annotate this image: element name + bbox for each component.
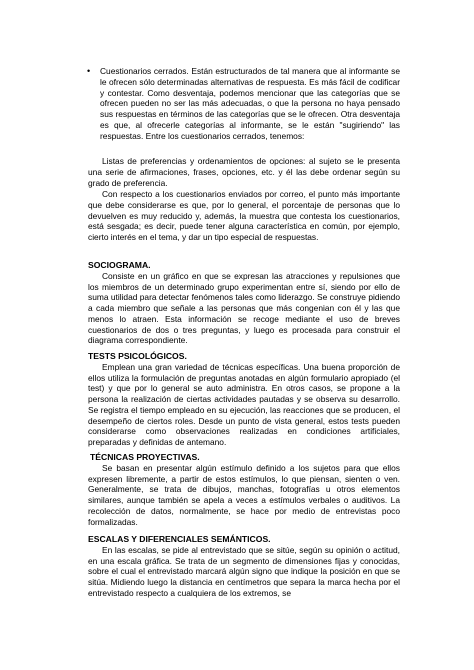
sociogram-section <box>88 260 400 346</box>
projective-section <box>88 452 400 527</box>
bullet-icon: • <box>87 66 91 76</box>
section-body: Se basan en presentar algún estímulo definido a los sujetos para que ellos expresen libremente, a partir de estos estímulos, lo que piensan, sienten o ven. Generalmente, se trata de dibujos, manchas, fotografías u otros elementos similares, aunque también se apela a veces a estímulos verbales o auditivos. La recolección de datos, normalmente, se hace por medio de entrevistas poco formalizadas. <box>88 462 400 527</box>
section-body: En las escalas, se pide al entrevistado que se sitúe, según su opinión o actitud, en una escala gráfica. Se trata de un segmento de dimensiones fijas y conocidas, sobre el cual el entrevistado marcará algún signo que indique la posición en que se sitúa. Midiendo luego la distancia en centímetros que separa la marca hecha por el entrevistado respecto a cualquiera de los extremos, se <box>88 544 400 598</box>
mail-block <box>88 189 400 243</box>
scales-section <box>88 534 400 599</box>
section-title: TESTS PSICOLÓGICOS. <box>88 351 187 361</box>
preferences-paragraph: Listas de preferencias y ordenamientos de opciones: al sujeto se le presenta una serie de afirmaciones, frases, opciones, etc. y él las debe ordenar según su grado de preferencia. <box>88 156 400 188</box>
bullet-item-closed-questionnaires <box>87 66 400 141</box>
section-title: SOCIOGRAMA. <box>88 260 151 270</box>
bullet-text: Cuestionarios cerrados. Están estructurados de tal manera que al informante se le ofrecen sólo determinadas alternativas de respuesta. Es más fácil de codificar y contestar. Como desventaja, podemos mencionar que las categorías que se ofrecen pueden no ser las más adecuadas, o que la persona no haya pensado sus respuestas en términos de las categorías que se le ofrecen. Otra desventaja es que, al ofrecerle categorías al informante, se le están "sugiriendo" las respuestas. Entre los cuestionarios cerrados, tenemos: <box>100 66 400 141</box>
section-title: ESCALAS Y DIFERENCIALES SEMÁNTICOS. <box>88 534 271 544</box>
section-body: Consiste en un gráfico en que se expresan las atracciones y repulsiones que los miembros de un determinado grupo experimentan entre sí, siendo por ello de suma utilidad para detectar fenómenos tales como liderazgo. Se construye pidiendo a cada miembro que señale a las personas que más congenian con él y las que menos lo atraen. Esta información se recoge mediante el uso de breves cuestionarios de dos o tres preguntas, y luego es procesada para construir el diagrama correspondiente. <box>88 270 400 346</box>
section-body: Emplean una gran variedad de técnicas específicas. Una buena proporción de ellos utiliza la formulación de preguntas anotadas en algún formulario apropiado (el test) y que por lo general se auto administra. En otros casos, se propone a la persona la realización de ciertas actividades pautadas y se observa su desarrollo. Se registra el tiempo empleado en su ejecución, las reacciones que se producen, el desempeño de ciertos roles. Desde un punto de vista general, estos tests pueden considerarse como observaciones realizadas en condiciones artificiales, preparadas y definidas de antemano. <box>88 361 400 447</box>
mail-paragraph: Con respecto a los cuestionarios enviados por correo, el punto más importante que debe considerarse es que, por lo general, el porcentaje de personas que lo devuelven es muy reducido y, además, la muestra que contesta los cuestionarios, está sesgada; es decir, puede tener alguna característica en común, por ejemplo, cierto interés en el tema, y dar un tipo especial de respuestas. <box>88 189 400 242</box>
tests-section <box>88 351 400 448</box>
section-title: TÉCNICAS PROYECTIVAS. <box>90 452 200 462</box>
preferences-block <box>88 156 400 188</box>
